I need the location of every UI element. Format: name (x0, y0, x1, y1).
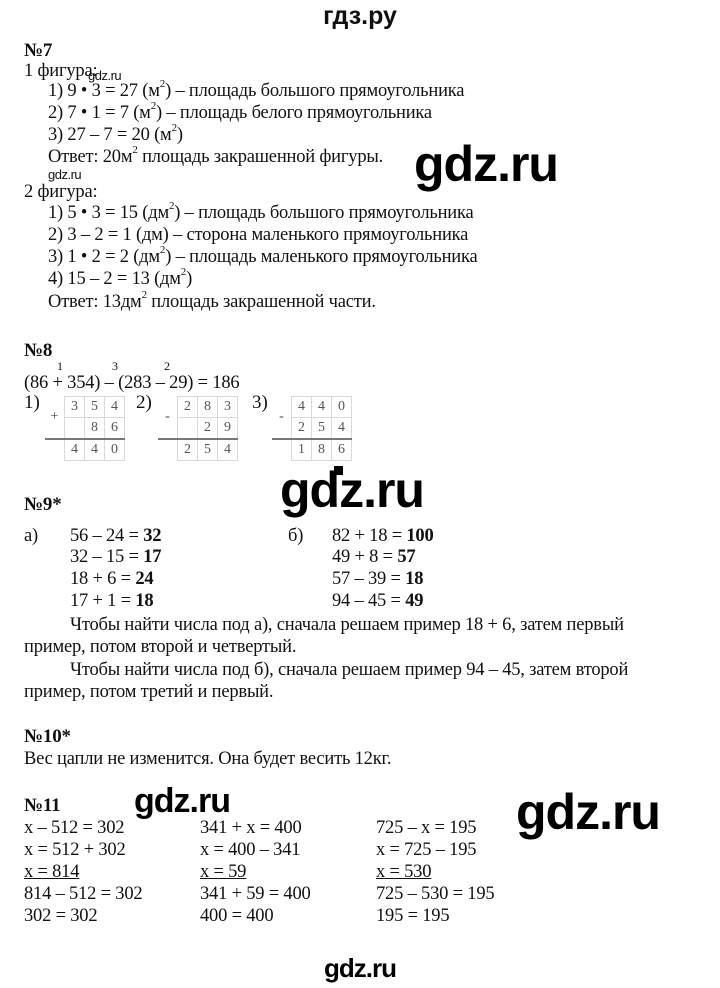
task9-a-line: 17 + 1 = 18 (70, 591, 154, 611)
task11-col3-answer: x = 530 (376, 862, 432, 882)
task11-col2-answer: x = 59 (200, 862, 247, 882)
task11-col2-line: 400 = 400 (200, 906, 274, 926)
operation-sign: - (279, 409, 284, 425)
task7-title: №7 (24, 40, 53, 61)
watermark-medium: gdz.ru (134, 782, 230, 820)
task9-a-line: 18 + 6 = 24 (70, 569, 154, 589)
task11-col1-line: x – 512 = 302 (24, 818, 125, 838)
task9-part-a-label: а) (24, 526, 38, 546)
order-mark: 2 (164, 359, 170, 373)
task9-b-line: 94 – 45 = 49 (332, 591, 424, 611)
operation-sign: + (50, 409, 59, 425)
column-calc-1: + 3 5 4 8 6 4 4 0 (45, 396, 125, 461)
task9-a-line: 32 – 15 = 17 (70, 547, 162, 567)
task11-col1-answer: x = 814 (24, 862, 80, 882)
task7-fig2-answer: Ответ: $13дм^2$ площадь закрашенной части. (48, 288, 376, 312)
task11-col1-line: x = 512 + 302 (24, 840, 126, 860)
task9-b-line: 49 + 8 = 57 (332, 547, 416, 567)
task9-b-line: 82 + 18 = 100 (332, 526, 434, 546)
task7-fig1-answer: Ответ: $20м^2$ площадь закрашенной фигуры. (48, 143, 384, 167)
task9-paragraph-1-cont: пример, потом второй и четвертый. (24, 637, 297, 657)
task11-col1-line: 302 = 302 (24, 906, 98, 926)
watermark-small: gdz.ru (48, 167, 82, 182)
task9-paragraph-2: Чтобы найти числа под б), сначала решаем пример 94 – 45, затем второй (70, 660, 629, 680)
task7-fig2-line-4: 4) 15 – 2 = 13 $(дм^2)$ (48, 265, 193, 289)
task11-col3-line: 725 – x = 195 (376, 818, 477, 838)
task9-paragraph-2-cont: пример, потом третий и первый. (24, 682, 274, 702)
task7-fig1-line-1: 1) 9 • 3 = 27 $(м^2)$ – площадь большого прямоугольника (48, 77, 465, 101)
order-mark: 3 (112, 359, 118, 373)
task7-fig2-label: 2 фигура: (24, 182, 98, 202)
task9-a-line: 56 – 24 = 32 (70, 526, 162, 546)
task7-fig2-line-2: 2) 3 – 2 = 1 (дм) – сторона маленького прямоугольника (48, 225, 469, 245)
watermark-large: gdz.ru (414, 136, 558, 192)
column-label: 3) (252, 392, 268, 413)
task9-b-line: 57 – 39 = 18 (332, 569, 424, 589)
task11-col3-line: x = 725 – 195 (376, 840, 477, 860)
task11-col2-line: 341 + 59 = 400 (200, 884, 311, 904)
task11-col2-line: 341 + x = 400 (200, 818, 302, 838)
task8-title: №8 (24, 340, 53, 361)
task9-paragraph-1: Чтобы найти числа под а), сначала решаем пример 18 + 6, затем первый (70, 615, 624, 635)
task10-text: Вес цапли не изменится. Она будет весить 12кг. (24, 749, 392, 769)
watermark-large: gdz.ru (516, 784, 660, 840)
task9-part-b-label: б) (288, 526, 304, 546)
task7-fig2-line-1: 1) 5 • 3 = 15 $(дм^2)$ – площадь большого прямоугольника (48, 199, 474, 223)
watermark-small: gdz.ru (88, 68, 122, 83)
task11-col2-line: x = 400 – 341 (200, 840, 301, 860)
column-label: 2) (136, 392, 152, 413)
column-calc-2: - 2 8 3 2 9 2 5 4 (158, 396, 238, 461)
column-calc-3: - 4 4 0 2 5 4 1 8 6 (272, 396, 352, 461)
task8-expression: (86 + 354) – (283 – 29) = 186 (24, 373, 240, 393)
task7-fig2-line-3: 3) 1 • 2 = 2 $(дм^2)$ – площадь маленького прямоугольника (48, 243, 478, 267)
task9-title: №9* (24, 494, 62, 515)
order-mark: 1 (57, 359, 63, 373)
site-title: гдз.ру (323, 2, 397, 30)
task11-col1-line: 814 – 512 = 302 (24, 884, 143, 904)
task11-col3-line: 725 – 530 = 195 (376, 884, 495, 904)
operation-sign: - (165, 409, 170, 425)
task10-title: №10* (24, 726, 71, 747)
task7-fig1-line-2: 2) 7 • 1 = 7 $(м^2)$ – площадь белого прямоугольника (48, 99, 432, 123)
task11-col3-line: 195 = 195 (376, 906, 450, 926)
watermark-large: gdz.ru (280, 462, 424, 518)
task7-fig1-label: 1 фигура: (24, 61, 98, 81)
task7-fig1-line-3: 3) 27 – 7 = 20 $(м^2)$ (48, 121, 183, 145)
task11-title: №11 (24, 795, 61, 816)
column-label: 1) (24, 392, 40, 413)
watermark-footer: gdz.ru (324, 953, 396, 983)
